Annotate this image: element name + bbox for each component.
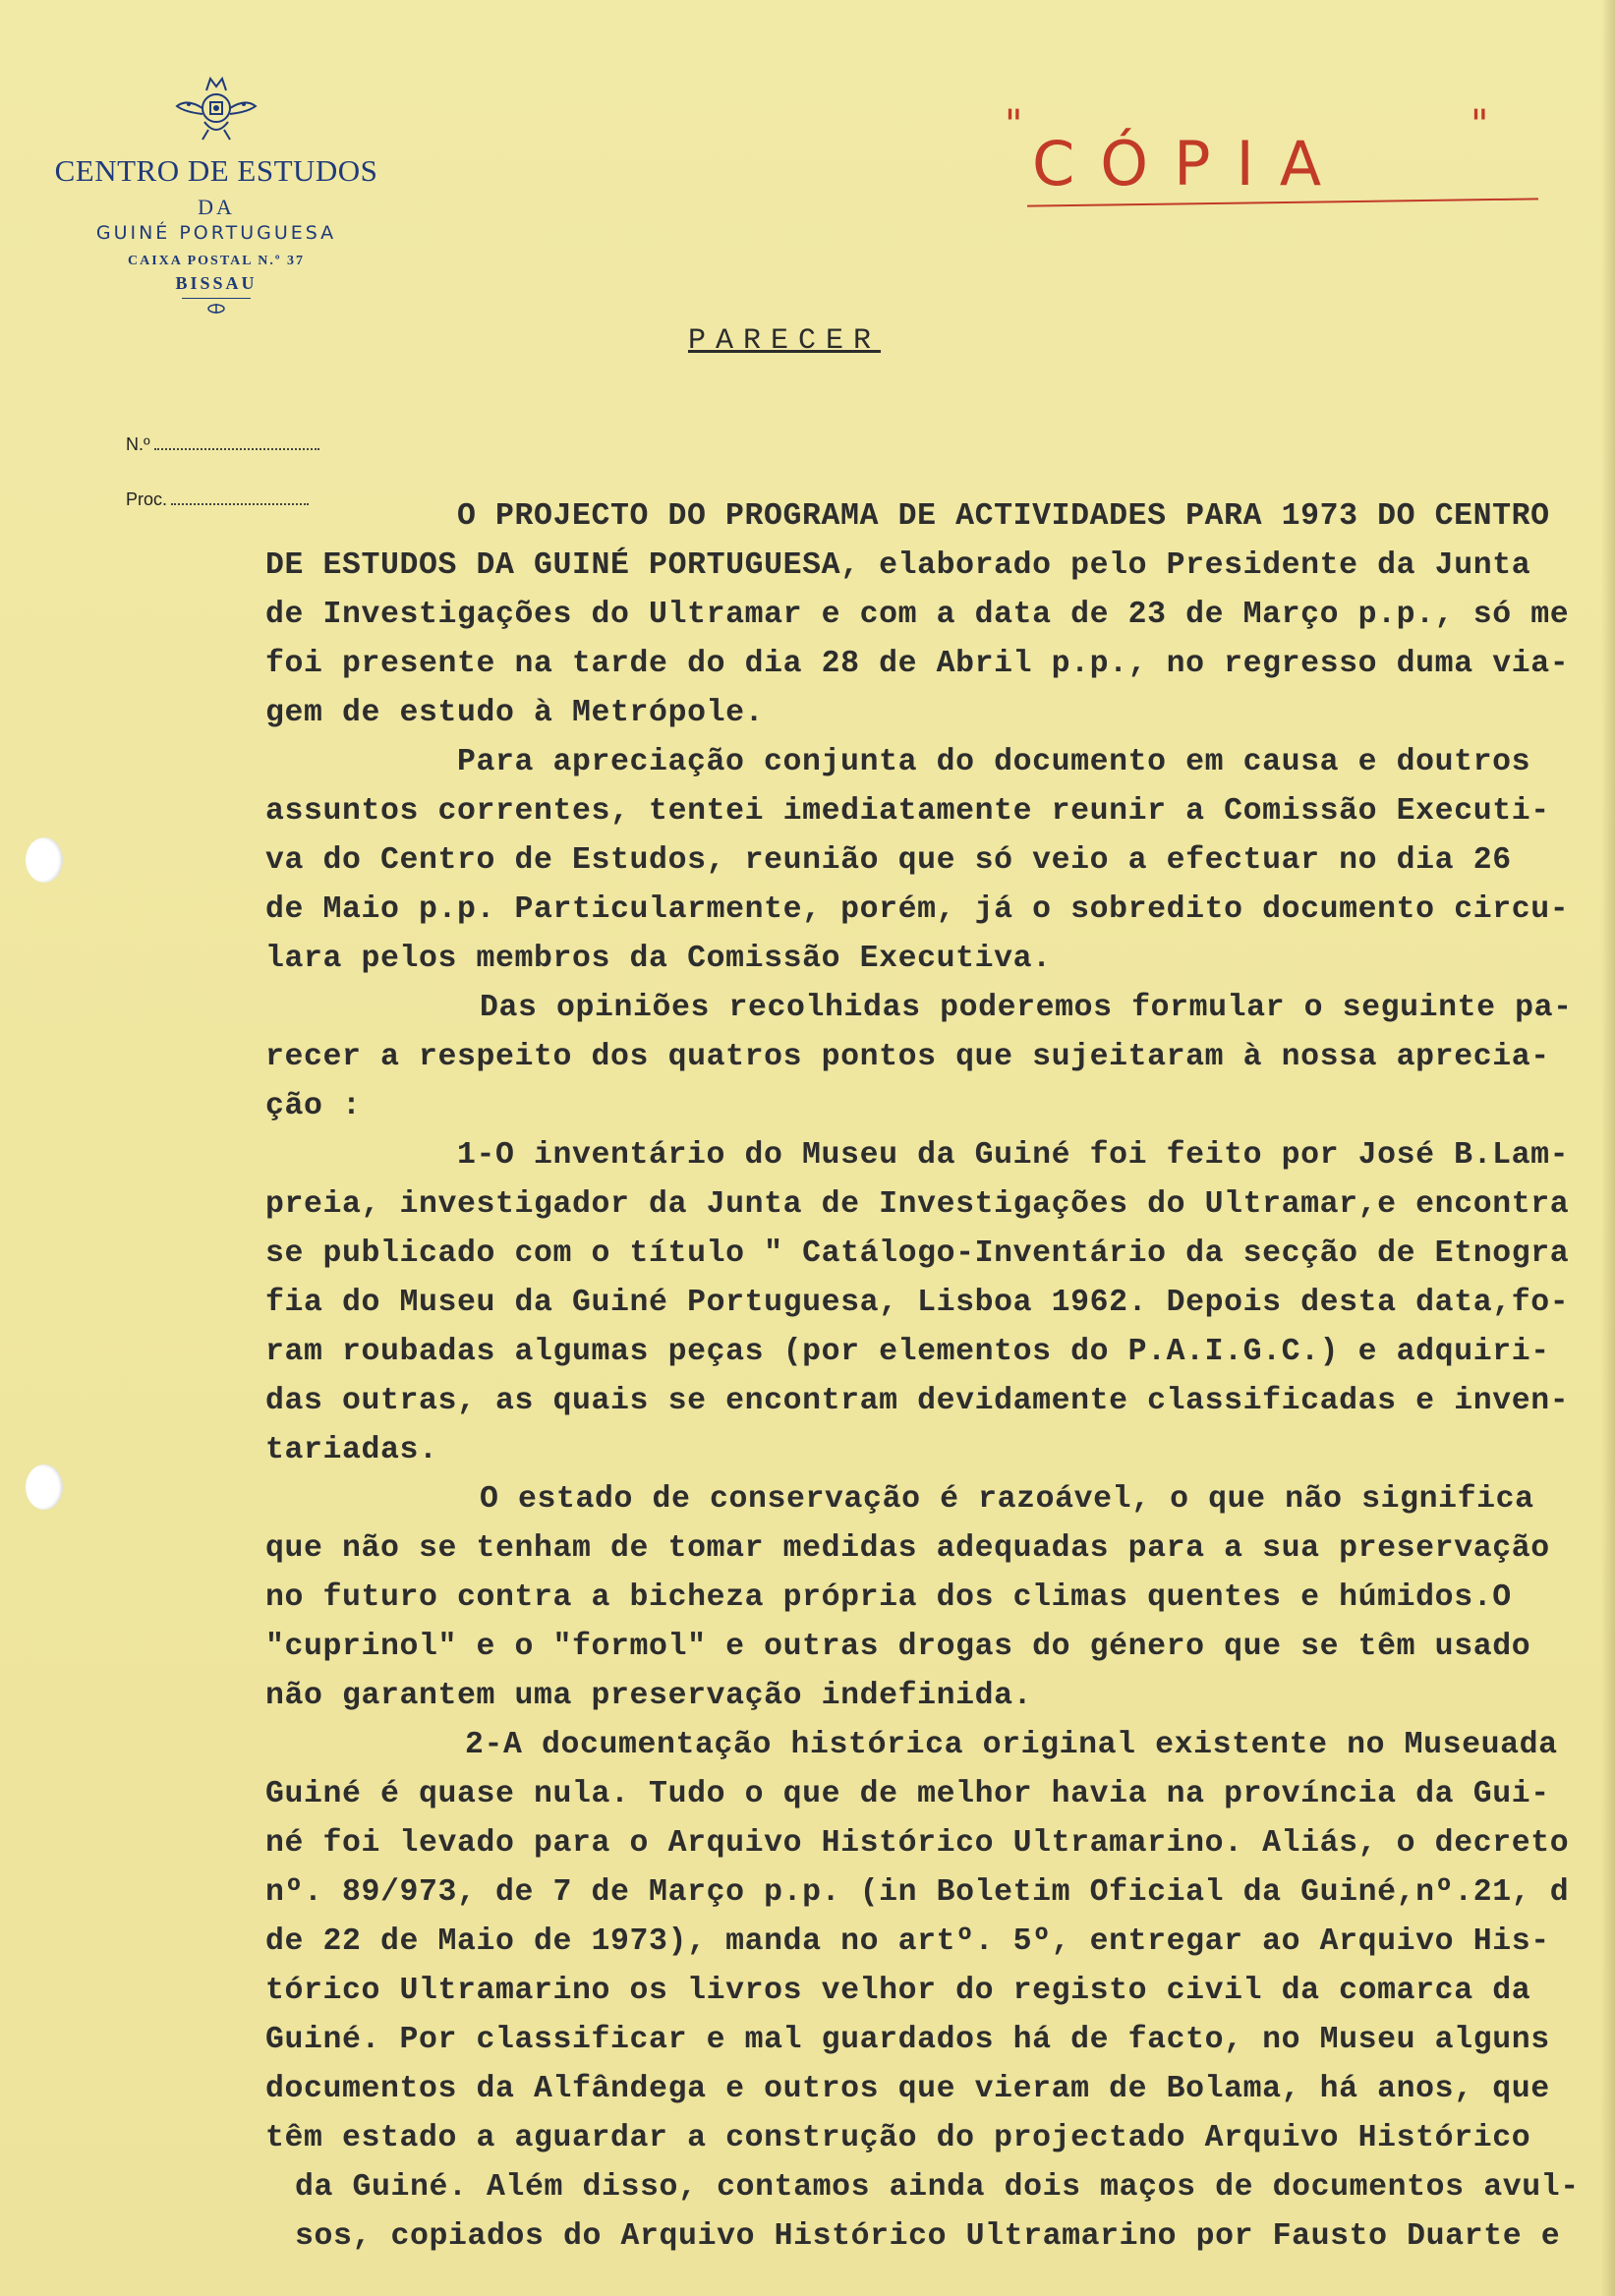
letterhead: [39, 69, 393, 315]
body-line: O estado de conservação é razoável, o que não significa: [480, 1482, 1534, 1517]
letterhead-rule: [182, 298, 251, 299]
body-line: ção :: [265, 1089, 362, 1123]
proc-label: Proc.: [126, 489, 168, 509]
copia-quote-open: ": [1005, 102, 1023, 147]
punch-hole-top: [26, 837, 63, 883]
letterhead-guine: GUINÉ PORTUGUESA: [95, 222, 337, 244]
page-edge-shadow: [1601, 0, 1615, 2296]
body-line: 2-A documentação histórica original existente no Museuada: [465, 1728, 1558, 1762]
number-blank: [154, 448, 319, 450]
document-title: PARECER: [688, 324, 882, 358]
body-line: tariadas.: [265, 1433, 438, 1467]
body-line: DE ESTUDOS DA GUINÉ PORTUGUESA, elaborado pelo Presidente da Junta: [265, 548, 1531, 583]
body-line: das outras, as quais se encontram devidamente classificadas e inven-: [265, 1384, 1570, 1418]
body-line: se publicado com o título " Catálogo-Inventário da secção de Etnogra: [265, 1236, 1570, 1271]
body-line: Guiné. Por classificar e mal guardados há de facto, no Museu alguns: [265, 2023, 1550, 2057]
body-line: Das opiniões recolhidas poderemos formular o seguinte pa-: [480, 991, 1573, 1025]
body-line: fia do Museu da Guiné Portuguesa, Lisboa 1962. Depois desta data,fo-: [265, 1286, 1570, 1320]
punch-hole-bottom: [26, 1464, 63, 1510]
body-line: Para apreciação conjunta do documento em causa e doutros: [457, 745, 1531, 779]
body-line: 1-O inventário do Museu da Guiné foi feito por José B.Lam-: [457, 1138, 1570, 1173]
body-line: foi presente na tarde do dia 28 de Abril p.p., no regresso duma via-: [265, 647, 1570, 681]
letterhead-title: CENTRO DE ESTUDOS: [54, 153, 378, 188]
body-line: documentos da Alfândega e outros que vieram de Bolama, há anos, que: [265, 2072, 1550, 2106]
body-line: sos, copiados do Arquivo Histórico Ultramarino por Fausto Duarte e: [295, 2219, 1561, 2254]
coat-of-arms-icon: [167, 69, 265, 147]
body-line: da Guiné. Além disso, contamos ainda dois maços de documentos avul-: [295, 2170, 1580, 2205]
body-line: "cuprinol" e o "formol" e outras drogas do género que se têm usado: [265, 1630, 1531, 1664]
body-line: gem de estudo à Metrópole.: [265, 696, 765, 730]
body-line: va do Centro de Estudos, reunião que só veio a efectuar no dia 26: [265, 843, 1512, 878]
body-line: né foi levado para o Arquivo Histórico Ultramarino. Aliás, o decreto: [265, 1826, 1570, 1861]
body-line: de Investigações do Ultramar e com a data de 23 de Março p.p., só me: [265, 598, 1570, 632]
copia-quote-close: ": [1471, 102, 1489, 147]
letterhead-city: BISSAU: [175, 273, 258, 293]
body-line: assuntos correntes, tentei imediatamente reunir a Comissão Executi-: [265, 794, 1550, 829]
body-line: recer a respeito dos quatros pontos que sujeitaram à nossa aprecia-: [265, 1040, 1550, 1074]
letterhead-da: DA: [198, 195, 235, 219]
body-line: ram roubadas algumas peças (por elementos do P.A.I.G.C.) e adquiri-: [265, 1335, 1550, 1369]
proc-field: [126, 489, 309, 510]
letterhead-ornament-icon: [206, 303, 226, 315]
body-line: nº. 89/973, de 7 de Março p.p. (in Boletim Oficial da Guiné,nº.21, d: [265, 1875, 1570, 1910]
proc-blank: [171, 503, 309, 505]
copia-stamp: CÓPIA: [1032, 128, 1348, 200]
number-field: [126, 434, 319, 455]
body-line: de Maio p.p. Particularmente, porém, já o sobredito documento circu-: [265, 892, 1570, 927]
number-label: N.º: [126, 434, 150, 454]
body-line: O PROJECTO DO PROGRAMA DE ACTIVIDADES PARA 1973 DO CENTRO: [457, 499, 1550, 534]
body-line: não garantem uma preservação indefinida.: [265, 1679, 1033, 1713]
body-line: que não se tenham de tomar medidas adequadas para a sua preservação: [265, 1531, 1550, 1566]
letterhead-postal: CAIXA POSTAL N.º 37: [127, 254, 306, 268]
body-line: de 22 de Maio de 1973), manda no artº. 5º, entregar ao Arquivo His-: [265, 1924, 1550, 1959]
body-line: no futuro contra a bicheza própria dos climas quentes e húmidos.O: [265, 1580, 1512, 1615]
body-line: preia, investigador da Junta de Investigações do Ultramar,e encontra: [265, 1187, 1570, 1222]
body-line: lara pelos membros da Comissão Executiva.: [265, 942, 1052, 976]
body-line: Guiné é quase nula. Tudo o que de melhor havia na província da Gui-: [265, 1777, 1550, 1811]
body-line: tórico Ultramarino os livros velhor do registo civil da comarca da: [265, 1974, 1531, 2008]
body-line: têm estado a aguardar a construção do projectado Arquivo Histórico: [265, 2121, 1531, 2155]
